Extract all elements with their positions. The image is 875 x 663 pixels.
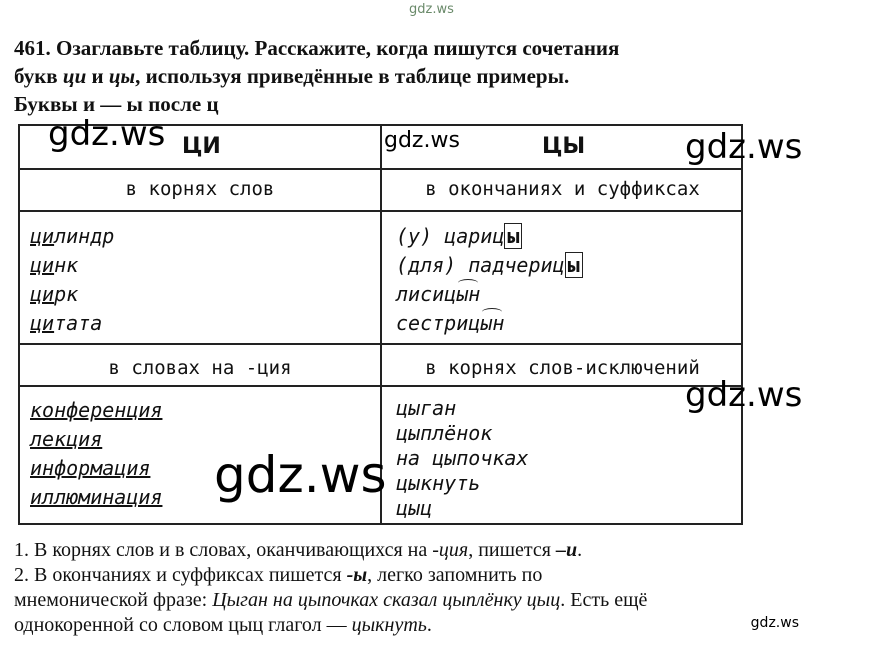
column-title-cy: ЦЫ <box>542 134 586 159</box>
list-item: на цыпочках <box>396 446 529 470</box>
watermark-top: gdz.ws <box>409 2 454 17</box>
watermark-bottom-right: gdz.ws <box>750 615 799 631</box>
paragraph-2: 2. В окончаниях и суффиксах пишется -ы, легко запомнить по <box>14 564 543 586</box>
list-roots-ci <box>30 222 114 338</box>
watermark-right-mid: gdz.ws <box>685 375 803 415</box>
list-item: иллюминация <box>30 485 163 509</box>
list-item: цилиндр <box>30 224 115 248</box>
list-item: цыган <box>396 396 457 420</box>
column-title-ci: ЦИ <box>182 134 221 159</box>
table-caption: Буквы и — ы после ц <box>14 92 219 116</box>
list-item: лисицын <box>396 282 481 306</box>
list-item: цыц <box>396 496 433 520</box>
table-divider-h2 <box>20 210 741 212</box>
head-endings: в окончаниях и суффиксах <box>425 178 700 200</box>
list-item: цитата <box>30 311 103 335</box>
list-item: лекция <box>30 427 103 451</box>
paragraph-4: однокоренной со словом цыц глагол — цыкнуть. <box>14 614 432 636</box>
table-divider-h1 <box>20 168 741 170</box>
list-cia-words <box>30 396 162 512</box>
watermark-table-right: gdz.ws <box>685 127 803 167</box>
heading-line-2: букв ци и цы, используя приведённые в таблице примеры. <box>14 64 570 88</box>
list-item: (для) падчериц ы <box>396 251 583 280</box>
watermark-big-center: gdz.ws <box>214 446 387 504</box>
list-item: цинк <box>30 253 79 277</box>
watermark-table-left: gdz.ws <box>48 114 166 154</box>
table-divider-h3 <box>20 343 741 345</box>
exercise-heading <box>14 34 864 118</box>
list-item: цирк <box>30 282 79 306</box>
table-divider-h4 <box>20 385 741 387</box>
list-item: сестрицын <box>396 311 505 335</box>
list-item: цыкнуть <box>396 471 481 495</box>
head-cia-words: в словах на -ция <box>108 357 292 379</box>
watermark-table-mid: gdz.ws <box>384 128 460 153</box>
list-exceptions <box>396 396 528 521</box>
list-endings-cy <box>396 222 583 338</box>
head-exceptions: в корнях слов-исключений <box>425 357 700 379</box>
list-item: (у) цариц ы <box>396 222 583 251</box>
paragraph-3: мнемонической фразе: Цыган на цыпочках сказал цыплёнку цыц. Есть ещё <box>14 589 648 611</box>
head-roots: в корнях слов <box>125 178 275 200</box>
heading-line-1: 461. Озаглавьте таблицу. Расскажите, когда пишутся сочетания <box>14 36 620 60</box>
list-item: информация <box>30 456 151 480</box>
explanation-text <box>14 538 869 638</box>
list-item: цыплёнок <box>396 421 493 445</box>
list-item: конференция <box>30 398 163 422</box>
paragraph-1: 1. В корнях слов и в словах, оканчивающихся на -ция, пишется –и. <box>14 539 583 561</box>
